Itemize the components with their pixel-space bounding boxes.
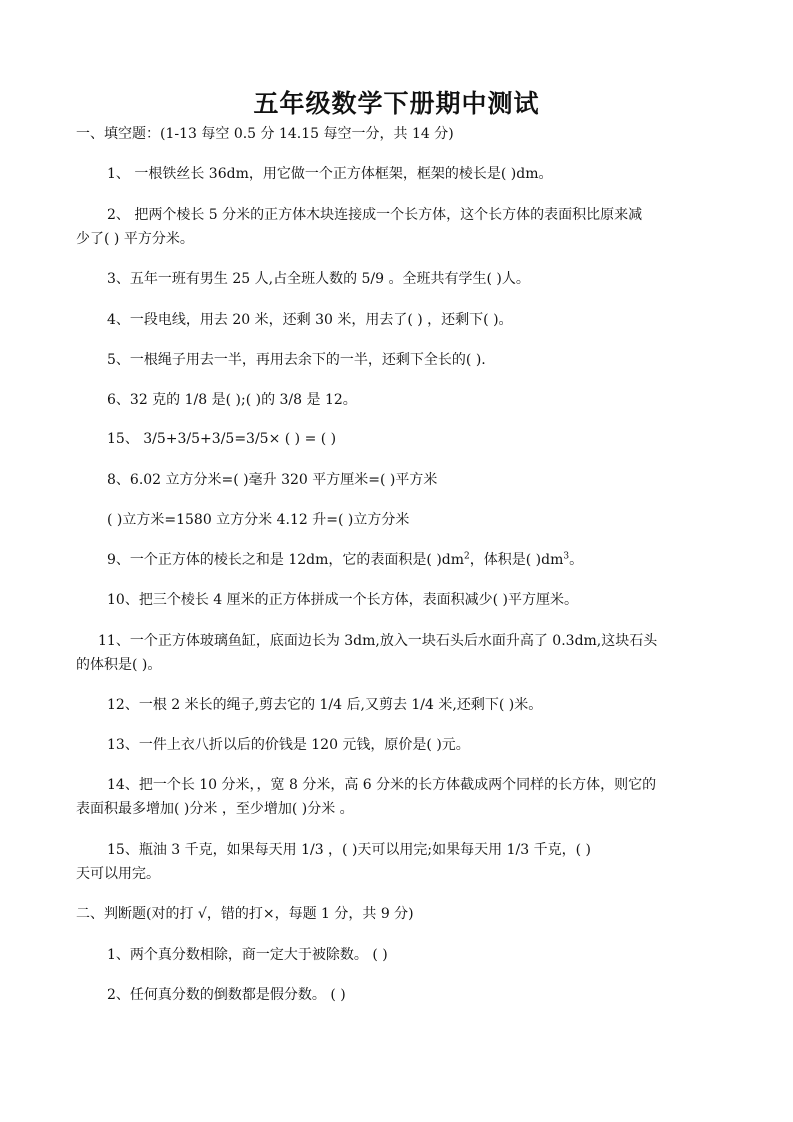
judge-question-2: 2、任何真分数的倒数都是假分数。 ( ) <box>107 987 346 1003</box>
question-9 <box>107 550 583 570</box>
question-3: 3、五年一班有男生 25 人,占全班人数的 5/9 。全班共有学生( )人。 <box>107 271 530 287</box>
section1-heading: 一、填空题：(1-13 每空 0.5 分 14.15 每空一分，共 14 分) <box>76 126 454 142</box>
question-15-line1: 15、瓶油 3 千克，如果每天用 1/3 ，( )天可以用完;如果每天用 1/3 千克，( ) <box>107 842 591 858</box>
question-8-line1: 8、6.02 立方分米=( )毫升 320 平方厘米=( )平方米 <box>107 472 438 488</box>
question-2-line2: 少了( ) 平方分米。 <box>76 231 194 247</box>
cube-superscript: 3 <box>563 551 570 562</box>
question-11-line1: 11、一个正方体玻璃鱼缸，底面边长为 3dm,放入一块石头后水面升高了 0.3dm,这块石头 <box>98 633 658 649</box>
question-9-text-1: 9、一个正方体的棱长之和是 12dm，它的表面积是( )dm <box>107 552 465 568</box>
question-15a: 15、 3/5+3/5+3/5=3/5× ( ) = ( ) <box>107 431 337 447</box>
judge-question-1: 1、两个真分数相除，商一定大于被除数。 ( ) <box>107 947 388 963</box>
question-10: 10、把三个棱长 4 厘米的正方体拼成一个长方体，表面积减少( )平方厘米。 <box>107 592 578 608</box>
question-11-line2: 的体积是( )。 <box>76 657 162 673</box>
question-6: 6、32 克的 1/8 是( );( )的 3/8 是 12。 <box>107 392 357 408</box>
question-15-line2: 天可以用完。 <box>76 866 160 882</box>
question-2-line1: 2、 把两个棱长 5 分米的正方体木块连接成一个长方体，这个长方体的表面积比原来减 <box>107 207 643 223</box>
section2-heading: 二、判断题(对的打 √，错的打×，每题 1 分，共 9 分) <box>76 906 414 922</box>
question-5: 5、一根绳子用去一半，再用去余下的一半，还剩下全长的( ). <box>107 352 486 368</box>
question-14-line1: 14、把一个长 10 分米，，宽 8 分米，高 6 分米的长方体截成两个同样的长方体，则它的 <box>107 777 657 793</box>
question-13: 13、一件上衣八折以后的价钱是 120 元钱，原价是( )元。 <box>107 737 470 753</box>
question-1: 1、 一根铁丝长 36dm，用它做一个正方体框架，框架的棱长是( )dm。 <box>107 166 553 182</box>
question-4: 4、一段电线，用去 20 米，还剩 30 米，用去了( ) ，还剩下( )。 <box>107 312 513 328</box>
page-title: 五年级数学下册期中测试 <box>253 89 540 118</box>
question-14-line2: 表面积最多增加( )分米 ，至少增加( )分米 。 <box>76 801 354 817</box>
question-9-text-2: ，体积是( )dm <box>469 552 564 568</box>
question-12: 12、一根 2 米长的绳子,剪去它的 1/4 后,又剪去 1/4 米,还剩下( )米。 <box>107 697 543 713</box>
square-superscript: 2 <box>464 551 470 562</box>
question-8-line2: ( )立方米=1580 立方分米 4.12 升=( )立方分米 <box>107 512 410 528</box>
question-9-text-3: 。 <box>569 552 584 568</box>
